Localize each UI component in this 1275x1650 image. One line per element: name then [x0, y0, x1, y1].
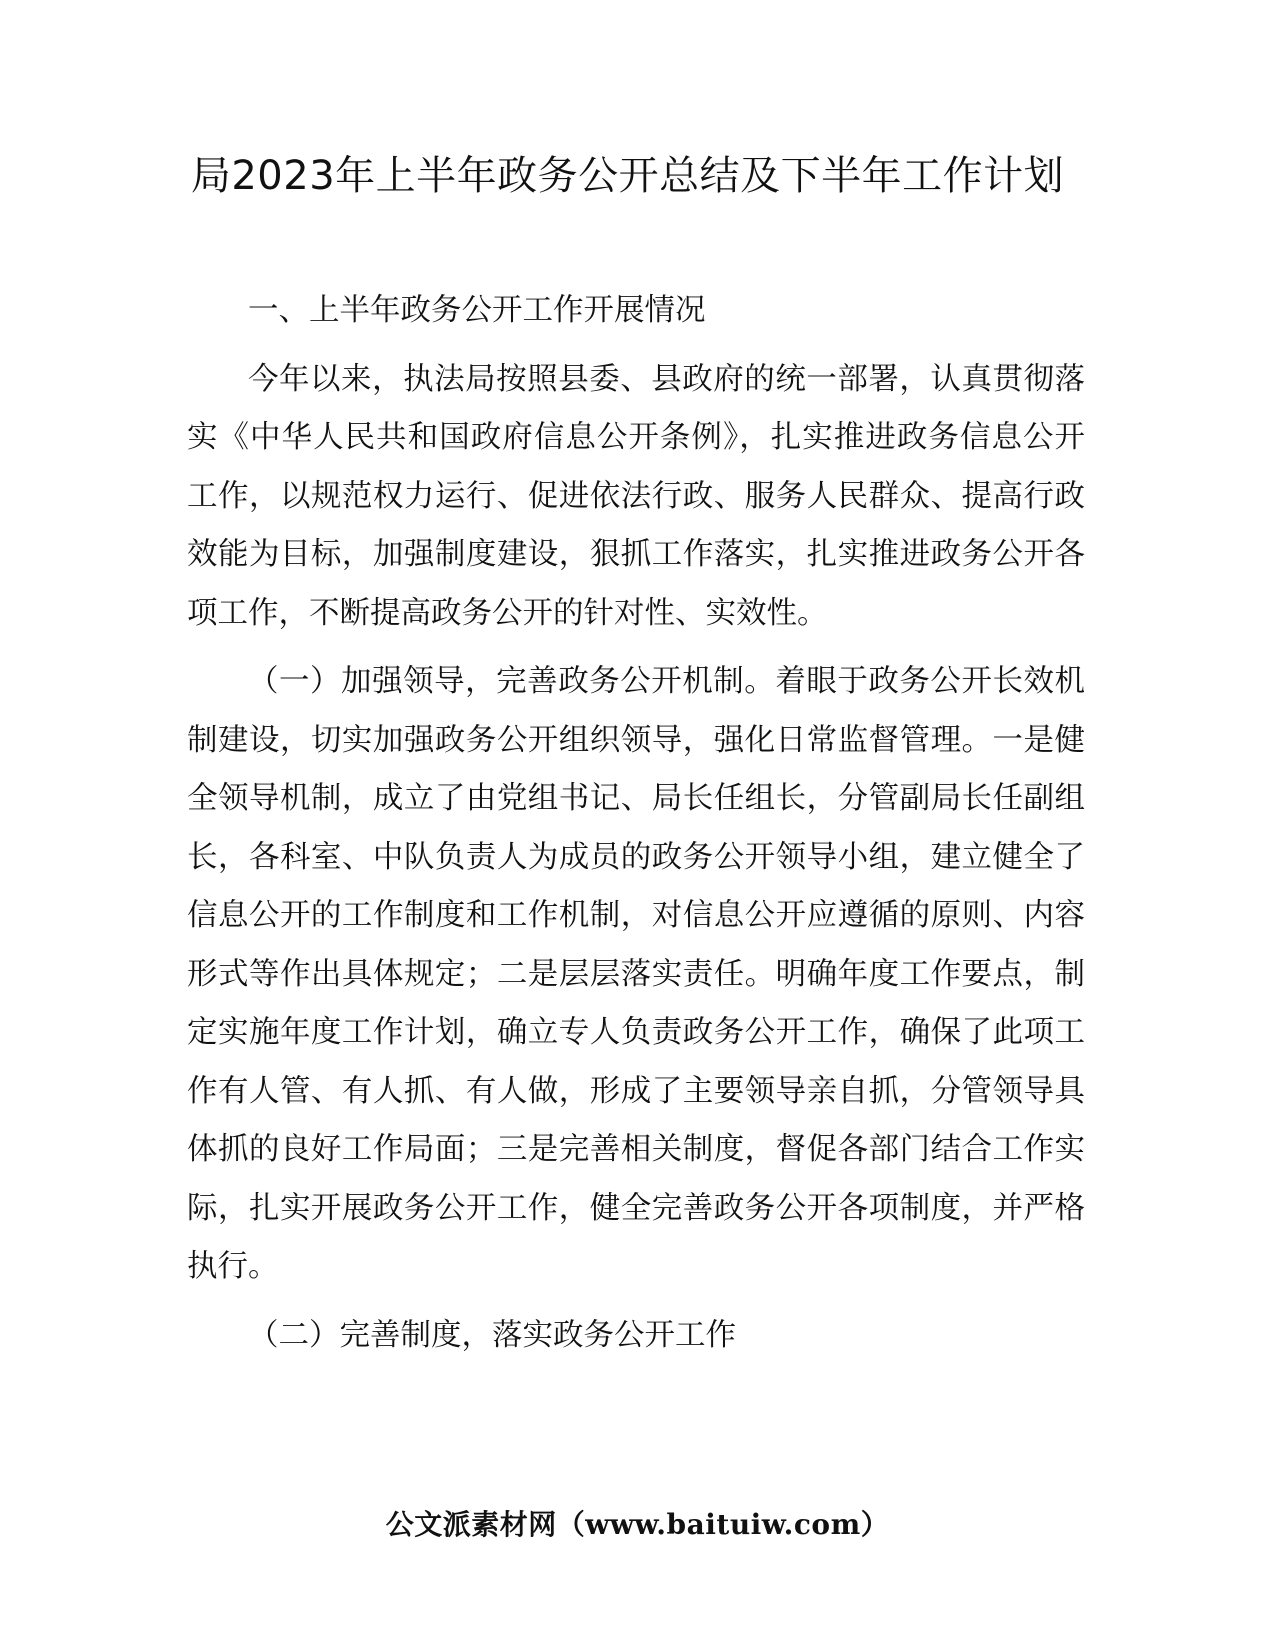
intro-paragraph: 今年以来，执法局按照县委、县政府的统一部署，认真贯彻落实《中华人民共和国政府信息公开条例》，扎实推进政务信息公开工作，以规范权力运行、促进依法行政、服务人民群众、提高行政效能为目标，加强制度建设，狠抓工作落实，扎实推进政务公开各项工作，不断提高政务公开的针对性、实效性。 [187, 361, 1085, 631]
document-title: 局2023年上半年政务公开总结及下半年工作计划 [190, 153, 1065, 199]
footer-watermark: 公文派素材网（www.baituiw.com） [385, 1508, 890, 1541]
document-body [187, 282, 1085, 1365]
section-heading: 一、上半年政务公开工作开展情况 [248, 293, 706, 328]
subsection-heading-2: （二）完善制度，落实政务公开工作 [248, 1317, 736, 1353]
subsection-paragraph-1: （一）加强领导，完善政务公开机制。着眼于政务公开长效机制建设，切实加强政务公开组织领导，强化日常监督管理。一是健全领导机制，成立了由党组书记、局长任组长，分管副局长任副组长，各科室、中队负责人为成员的政务公开领导小组，建立健全了信息公开的工作制度和工作机制，对信息公开应遵循的原则、内容形式等作出具体规定；二是层层落实责任。明确年度工作要点，制定实施年度工作计划，确立专人负责政务公开工作，确保了此项工作有人管、有人抓、有人做，形成了主要领导亲自抓，分管领导具体抓的良好工作局面；三是完善相关制度，督促各部门结合工作实际，扎实开展政务公开工作，健全完善政务公开各项制度，并严格执行。 [187, 664, 1085, 1284]
